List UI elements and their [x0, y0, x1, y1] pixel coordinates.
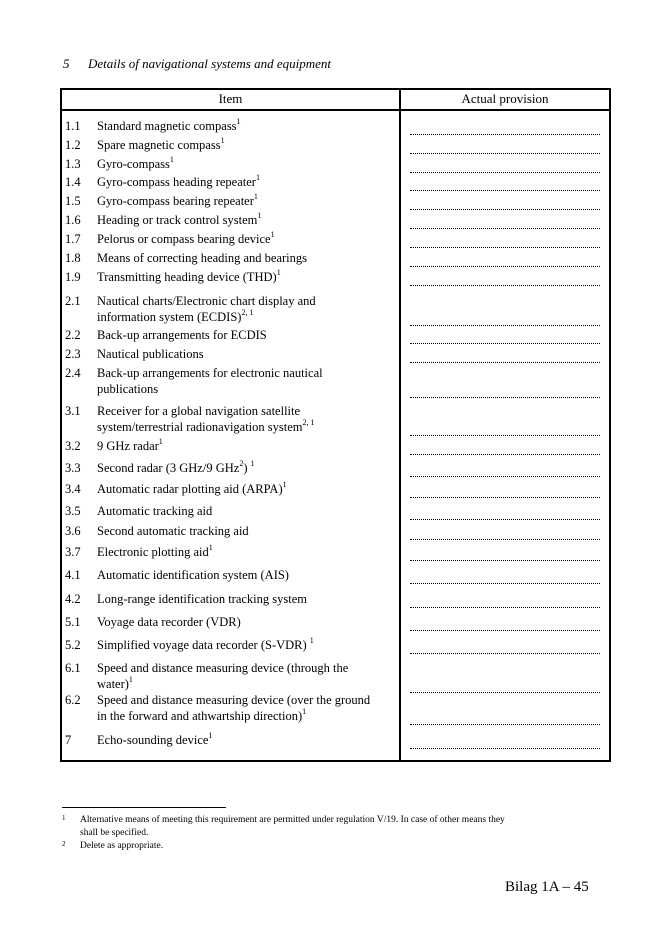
item-number: 2.3: [65, 347, 81, 361]
footnote-reference: 1: [236, 117, 241, 126]
provision-entry-line[interactable]: [410, 209, 600, 210]
footnote-line: shall be specified.: [80, 828, 149, 838]
footnote-reference: 1: [250, 459, 255, 468]
provision-entry-line[interactable]: [410, 497, 600, 498]
provision-entry-line[interactable]: [410, 285, 600, 286]
item-description: [97, 212, 387, 228]
provision-entry-line[interactable]: [410, 748, 600, 749]
footnote-reference: 1: [255, 173, 260, 182]
item-description: [97, 523, 387, 539]
provision-entry-line[interactable]: [410, 134, 600, 135]
item-number: 1.2: [65, 138, 81, 152]
provision-entry-line[interactable]: [410, 397, 600, 398]
provision-entry-line[interactable]: [410, 343, 600, 344]
item-description: [97, 293, 387, 325]
item-description: [97, 403, 387, 435]
provision-entry-line[interactable]: [410, 153, 600, 154]
item-description: [97, 365, 387, 397]
footnote-mark: 1: [62, 814, 66, 822]
provision-entry-line[interactable]: [410, 630, 600, 631]
item-number: 5.1: [65, 615, 81, 629]
provision-entry-line[interactable]: [410, 247, 600, 248]
provision-entry-line[interactable]: [410, 539, 600, 540]
item-text-line: Nautical publications: [97, 347, 204, 361]
item-number: 1.5: [65, 194, 81, 208]
footnote-reference: 1: [128, 675, 133, 684]
item-number: 1.1: [65, 119, 81, 133]
footnote-mark: 2: [62, 840, 66, 848]
item-number: 2.1: [65, 294, 81, 308]
item-text-line: Receiver for a global navigation satellite: [97, 404, 301, 418]
footnote-rule: [62, 807, 226, 808]
item-text-line: Echo-sounding device: [97, 733, 209, 747]
footnote-reference: 1: [270, 230, 275, 239]
section-number: 5: [63, 56, 70, 71]
item-description: [97, 503, 387, 519]
item-text-line: Voyage data recorder (VDR): [97, 615, 241, 629]
item-text-line: publications: [97, 382, 159, 396]
item-text-line: Transmitting heading device (THD): [97, 270, 277, 284]
footnote-reference: 2: [239, 459, 244, 468]
provision-entry-line[interactable]: [410, 560, 600, 561]
item-number: 4.2: [65, 592, 81, 606]
item-description: [97, 637, 387, 653]
item-text-line: Speed and distance measuring device (through the: [97, 661, 349, 675]
item-text-line: Simplified voyage data recorder (S-VDR): [97, 638, 310, 652]
provision-entry-line[interactable]: [410, 519, 600, 520]
footnote-reference: 2, 1: [302, 418, 315, 427]
provision-entry-line[interactable]: [410, 228, 600, 229]
item-description: [97, 118, 387, 134]
item-text-line: Pelorus or compass bearing device: [97, 232, 271, 246]
item-text-line: Back-up arrangements for electronic nautical: [97, 366, 323, 380]
provision-entry-line[interactable]: [410, 692, 600, 693]
item-description: [97, 269, 387, 285]
item-description: [97, 544, 387, 560]
item-number: 3.6: [65, 524, 81, 538]
item-text-line: Heading or track control system: [97, 213, 258, 227]
item-number: 1.4: [65, 175, 81, 189]
footnote-reference: 1: [257, 211, 262, 220]
item-description: [97, 438, 387, 454]
item-description: [97, 193, 387, 209]
item-text-line: Second radar (3 GHz/9 GHz: [97, 461, 240, 475]
item-text-line: Means of correcting heading and bearings: [97, 251, 307, 265]
item-description: [97, 327, 387, 343]
item-number: 3.5: [65, 504, 81, 518]
footnote-reference: 1: [220, 136, 225, 145]
footnote-reference: 1: [282, 480, 287, 489]
provision-entry-line[interactable]: [410, 476, 600, 477]
provision-entry-line[interactable]: [410, 653, 600, 654]
section-heading: [63, 56, 331, 72]
footnote-reference: 1: [208, 543, 213, 552]
item-text-suffix: ): [243, 461, 251, 475]
item-description: [97, 137, 387, 153]
provision-entry-line[interactable]: [410, 454, 600, 455]
item-description: [97, 732, 387, 748]
table-header-row: [62, 90, 609, 111]
footnote-reference: 1: [253, 192, 258, 201]
item-number: 3.3: [65, 461, 81, 475]
footnote-text: [80, 840, 600, 853]
provision-entry-line[interactable]: [410, 362, 600, 363]
item-description: [97, 460, 387, 476]
item-text-line: Automatic tracking aid: [97, 504, 213, 518]
item-text-line: Electronic plotting aid: [97, 545, 209, 559]
footnote-line: Alternative means of meeting this requirement are permitted under regulation V/19. In case of other means they: [80, 815, 505, 825]
item-description: [97, 660, 387, 692]
item-number: 1.7: [65, 232, 81, 246]
item-description: [97, 346, 387, 362]
footnote-reference: 1: [158, 437, 163, 446]
item-description: [97, 692, 387, 724]
item-text-line: Automatic identification system (AIS): [97, 568, 289, 582]
item-number: 2.2: [65, 328, 81, 342]
page-number: Bilag 1A – 45: [505, 879, 589, 895]
item-number: 3.1: [65, 404, 81, 418]
item-text-line: Gyro-compass: [97, 157, 170, 171]
header-item: Item: [218, 91, 243, 106]
item-text-line: in the forward and athwartship direction): [97, 709, 303, 723]
item-text-line: Automatic radar plotting aid (ARPA): [97, 482, 283, 496]
item-number: 1.9: [65, 270, 81, 284]
item-description: [97, 614, 387, 630]
footnote-reference: 2, 1: [241, 308, 254, 317]
item-text-line: information system (ECDIS): [97, 310, 242, 324]
item-number: 3.7: [65, 545, 81, 559]
footnote-reference: 1: [208, 731, 213, 740]
item-text-line: Back-up arrangements for ECDIS: [97, 328, 267, 342]
item-number: 2.4: [65, 366, 81, 380]
equipment-table: [60, 88, 611, 762]
footnote-reference: 1: [309, 636, 314, 645]
item-number: 5.2: [65, 638, 81, 652]
provision-entry-line[interactable]: [410, 190, 600, 191]
column-divider: [399, 90, 401, 760]
provision-entry-line[interactable]: [410, 435, 600, 436]
item-text-line: Gyro-compass bearing repeater: [97, 194, 254, 208]
item-description: [97, 250, 387, 266]
item-description: [97, 591, 387, 607]
item-text-line: system/terrestrial radionavigation system: [97, 420, 303, 434]
item-text-line: 9 GHz radar: [97, 439, 159, 453]
item-number: 1.8: [65, 251, 81, 265]
footnote-reference: 1: [276, 268, 281, 277]
item-number: 1.3: [65, 157, 81, 171]
provision-entry-line[interactable]: [410, 583, 600, 584]
footnote-line: Delete as appropriate.: [80, 841, 164, 851]
provision-entry-line[interactable]: [410, 724, 600, 725]
item-text-line: Standard magnetic compass: [97, 119, 237, 133]
footnote-reference: 1: [169, 155, 174, 164]
item-text-line: water): [97, 677, 129, 691]
item-number: 6.1: [65, 661, 81, 675]
item-number: 3.2: [65, 439, 81, 453]
item-text-line: Nautical charts/Electronic chart display and: [97, 294, 316, 308]
item-number: 6.2: [65, 693, 81, 707]
footnote-reference: 1: [302, 707, 307, 716]
provision-entry-line[interactable]: [410, 172, 600, 173]
item-text-line: Second automatic tracking aid: [97, 524, 249, 538]
item-description: [97, 481, 387, 497]
item-description: [97, 567, 387, 583]
item-text-line: Speed and distance measuring device (over the ground: [97, 693, 371, 707]
item-number: 3.4: [65, 482, 81, 496]
item-text-line: Gyro-compass heading repeater: [97, 175, 256, 189]
provision-entry-line[interactable]: [410, 266, 600, 267]
item-number: 4.1: [65, 568, 81, 582]
item-description: [97, 156, 387, 172]
header-actual-provision: Actual provision: [461, 91, 549, 106]
item-number: 7: [65, 733, 72, 747]
footnote-text: [80, 814, 600, 840]
item-description: [97, 231, 387, 247]
item-number: 1.6: [65, 213, 81, 227]
item-text-line: Long-range identification tracking system: [97, 592, 308, 606]
item-text-line: Spare magnetic compass: [97, 138, 221, 152]
item-description: [97, 174, 387, 190]
section-title: Details of navigational systems and equipment: [88, 56, 332, 71]
provision-entry-line[interactable]: [410, 607, 600, 608]
provision-entry-line[interactable]: [410, 325, 600, 326]
